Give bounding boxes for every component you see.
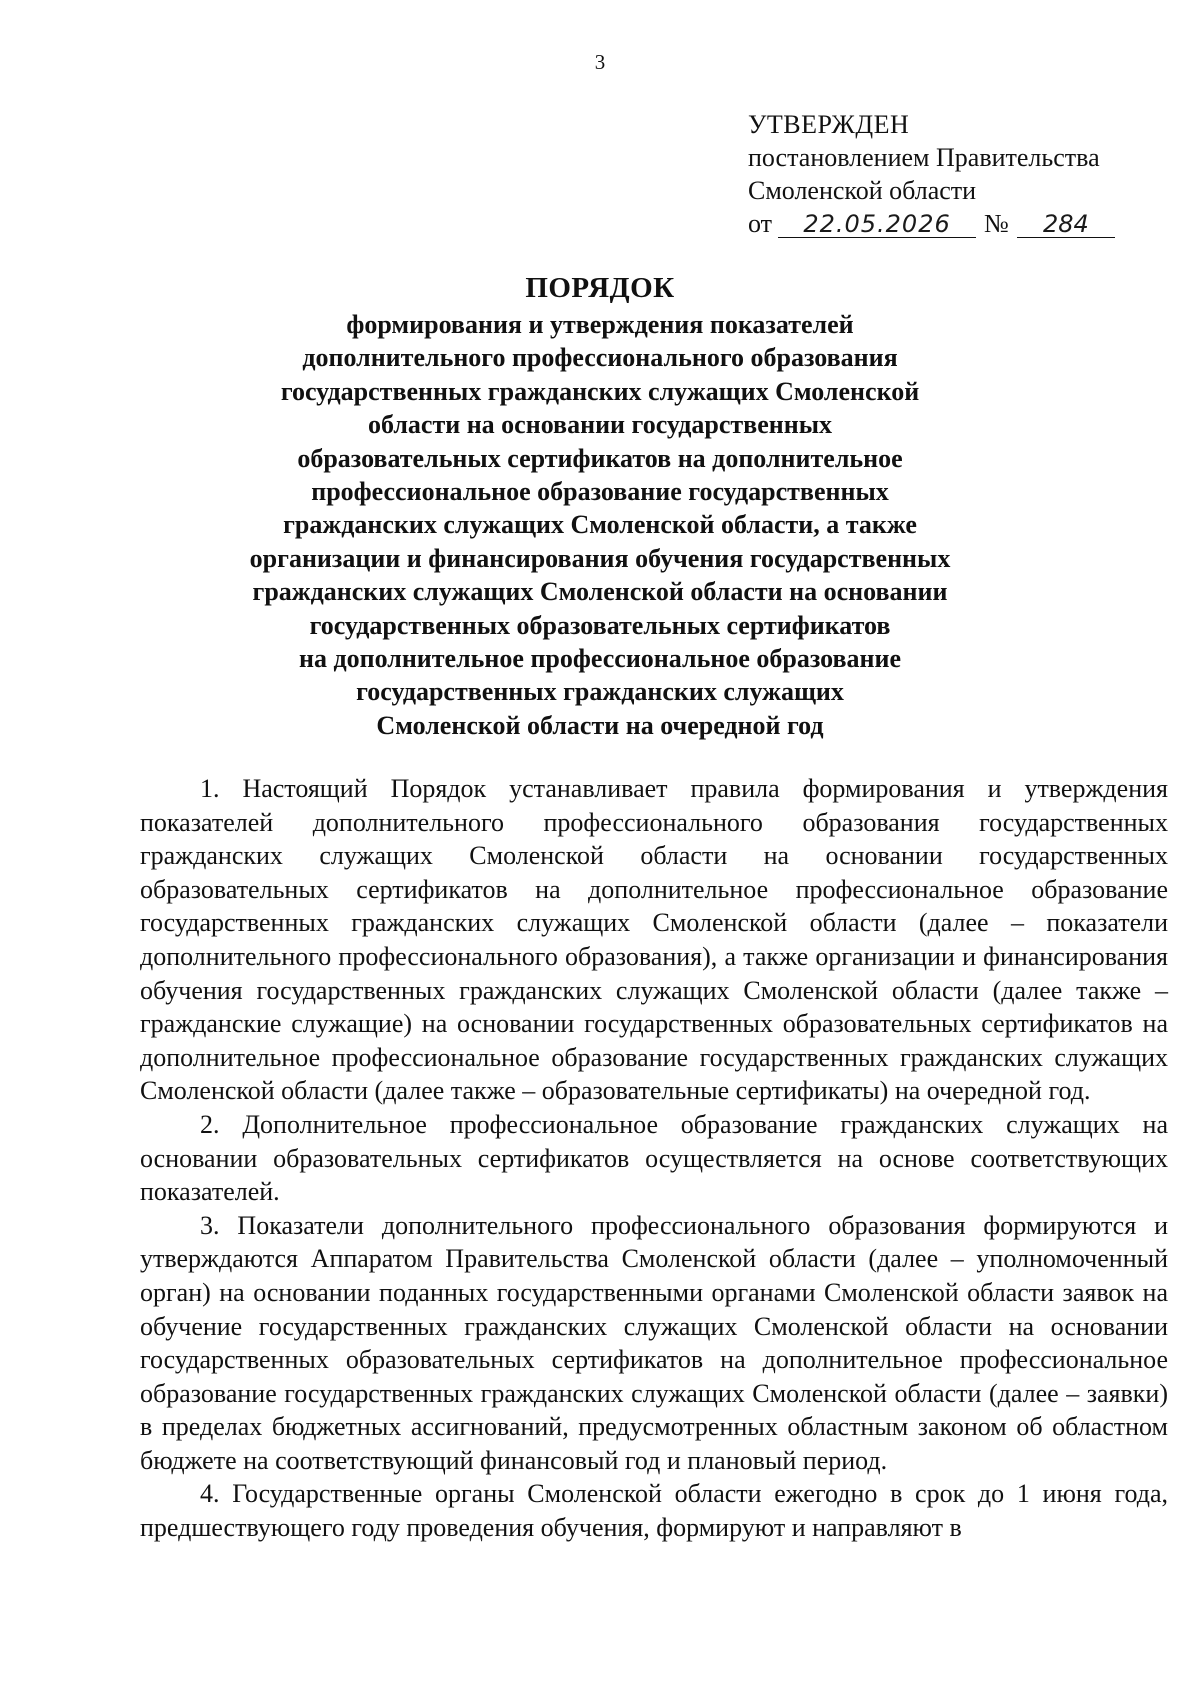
subtitle-line: гражданских служащих Смоленской области на основании [252,577,948,607]
subtitle-line: профессиональное образование государственных [311,477,889,507]
subtitle-line: образовательных сертификатов на дополнительное [297,443,903,473]
approval-line-decree: постановлением Правительства [748,143,1100,172]
subtitle-line: Смоленской области на очередной год [376,710,824,740]
subtitle-line: государственных гражданских служащих Смоленской [280,376,920,406]
subtitle-line: дополнительного профессионального образования [302,343,898,373]
subtitle-line: области на основании государственных [367,410,833,440]
approval-date-line [748,207,1168,240]
date-prefix: от [748,209,773,238]
document-title-block [140,268,1060,742]
approval-stamp-block [748,108,1168,240]
subtitle-line: государственных гражданских служащих [356,677,844,707]
document-title: ПОРЯДОК [525,272,675,304]
handwritten-number: 284 [1017,211,1115,238]
approval-stamp: УТВЕРЖДЕН [748,110,910,139]
subtitle-line: государственных образовательных сертификатов [309,610,891,640]
page-number: 3 [594,50,606,74]
paragraph-2: 2. Дополнительное профессиональное образование гражданских служащих на основании образовательных сертификатов осуществляется на основе соответствующих показателей. [140,1109,1168,1207]
approval-line-region: Смоленской области [748,176,977,205]
paragraph-1: 1. Настоящий Порядок устанавливает правила формирования и утверждения показателей дополнительного профессионального образования государственных гражданских служащих Смоленской области на основании государственных образовательных сертификатов на дополнительное профессиональное образование государственных гражданских служащих Смоленской области (далее – показатели дополнительного профессионального образования), а также организации и финансирования обучения государственных гражданских служащих Смоленской области (далее также – гражданские служащие) на основании государственных образовательных сертификатов на дополнительное профессиональное образование государственных гражданских служащих Смоленской области (далее также – образовательные сертификаты) на очередной год. [140,774,1168,1106]
handwritten-date: 22.05.2026 [778,211,976,238]
subtitle-line: гражданских служащих Смоленской области, а также [283,510,917,540]
subtitle-line: организации и финансирования обучения государственных [249,543,951,573]
subtitle-line: формирования и утверждения показателей [346,310,854,339]
document-subtitle [140,308,1060,742]
number-prefix: № [984,209,1009,238]
document-body [140,772,1168,1545]
paragraph-3: 3. Показатели дополнительного профессионального образования формируются и утверждаются Аппаратом Правительства Смоленской области (далее – уполномоченный орган) на основании поданных государственными органами Смоленской области заявок на обучение государственных гражданских служащих Смоленской области на основании государственных образовательных сертификатов на дополнительное профессиональное образование государственных гражданских служащих Смоленской области (далее – заявки) в пределах бюджетных ассигнований, предусмотренных областным законом об областном бюджете на соответствующий финансовый год и плановый период. [140,1210,1168,1475]
paragraph-4: 4. Государственные органы Смоленской области ежегодно в срок до 1 июня года, предшествующего году проведения обучения, формируют и направляют в [140,1479,1168,1543]
subtitle-line: на дополнительное профессиональное образование [298,644,902,674]
